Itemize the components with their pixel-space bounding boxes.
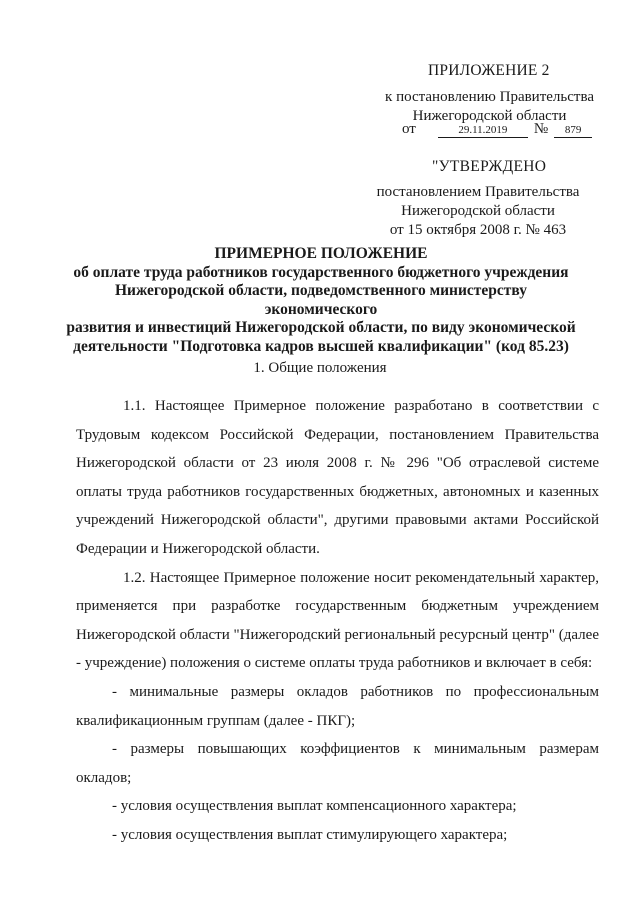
appendix-title: ПРИЛОЖЕНИЕ 2 [428,62,550,79]
list-item: - условия осуществления выплат стимулирующего характера; [112,826,508,843]
document-title-line5: деятельности "Подготовка кадров высшей квалификации" (код 85.23) [73,337,569,355]
document-title [60,245,582,356]
resolution-reference-line2: Нижегородской области [412,108,567,124]
number-label: № [533,121,549,137]
approved-by-line2: Нижегородской области [401,203,555,219]
list-item: - условия осуществления выплат компенсационного характера; [112,798,517,815]
section-heading: 1. Общие положения [253,360,387,376]
approved-by-line3: от 15 октября 2008 г. № 463 [389,222,567,238]
approved-by-line1: постановлением Правительства [376,184,580,200]
resolution-date: 29.11.2019 [438,124,528,138]
document-title-line1: ПРИМЕРНОЕ ПОЛОЖЕНИЕ [214,245,428,262]
resolution-date-number [402,121,592,138]
from-label: от [402,121,416,137]
resolution-number: 879 [554,124,592,138]
approved-stamp: "УТВЕРЖДЕНО [432,158,547,175]
list-item: - размеры повышающих коэффициентов к минимальным размерам окладов; [76,741,599,786]
document-title-line2: об оплате труда работников государственного бюджетного учреждения [73,263,569,281]
paragraph: 1.2. Настоящее Примерное положение носит рекомендательный характер, применяется при разработке государственным бюджетным учреждением Нижегородской области "Нижегородский региональный ресурсный центр" (далее - учреждение) положения о системе оплаты труда работников и включает в себя: [76,569,599,672]
paragraph: 1.1. Настоящее Примерное положение разработано в соответствии с Трудовым кодексом Российской Федерации, постановлением Правительства Нижегородской области от 23 июля 2008 г. № 296 "Об отраслевой системе оплаты труда работников государственных бюджетных, автономных и казенных учреждений Нижегородской области", другими правовыми актами Российской Федерации и Нижегородской области. [76,398,599,557]
approved-by-block [368,183,588,240]
section-body [76,392,599,850]
resolution-reference-line1: к постановлению Правительства [385,89,594,105]
document-title-line3: Нижегородской области, подведомственного министерству экономического [115,282,527,318]
list-item: - минимальные размеры окладов работников по профессиональным квалификационным группам (далее - ПКГ); [76,683,599,729]
document-title-line4: развития и инвестиций Нижегородской области, по виду экономической [66,319,576,336]
